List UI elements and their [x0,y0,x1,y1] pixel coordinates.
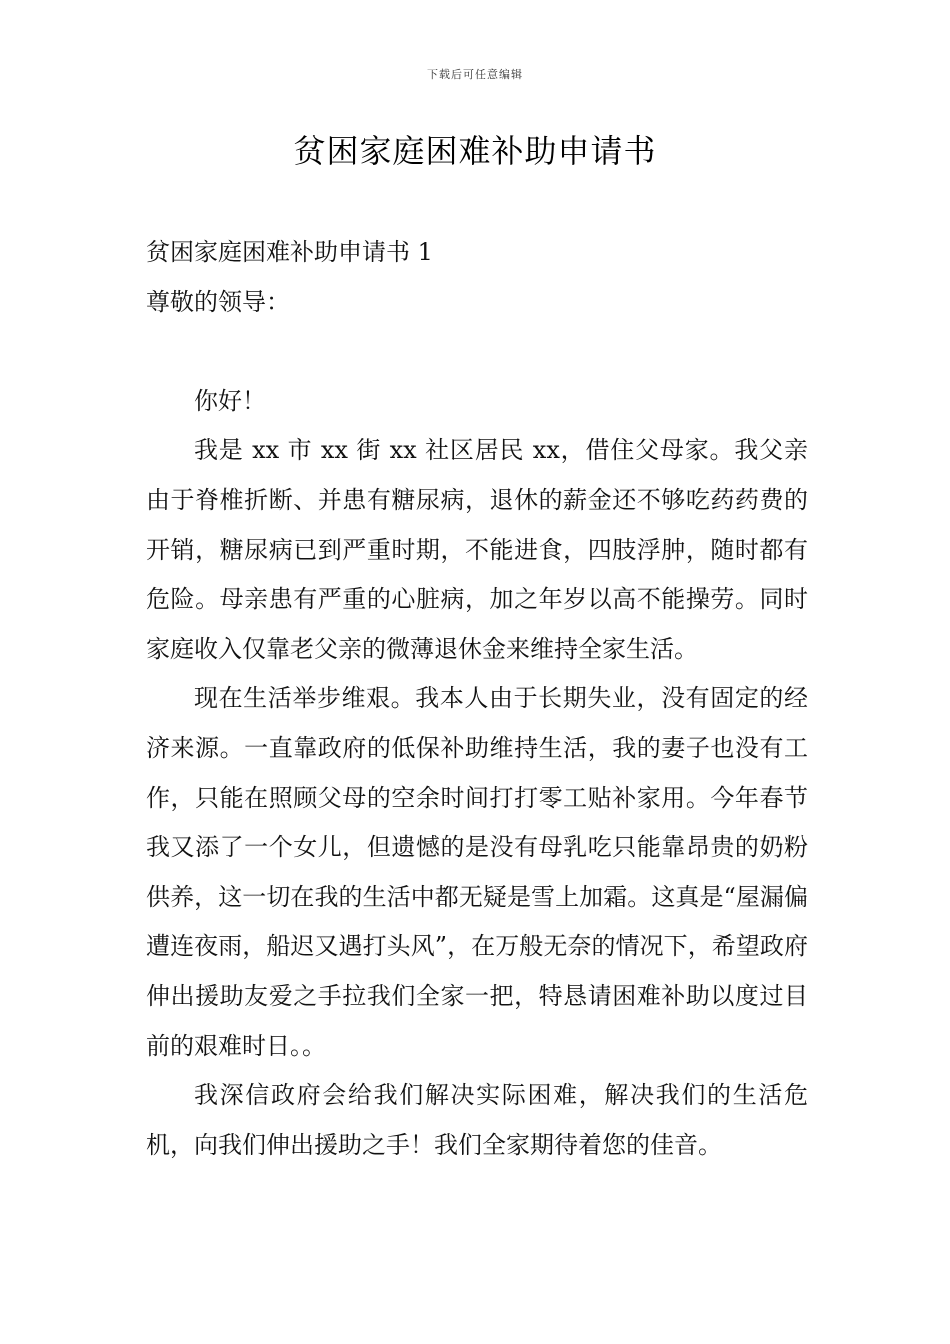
paragraph-hardship: 现在生活举步维艰。我本人由于长期失业，没有固定的经济来源。一直靠政府的低保补助维持生活，我的妻子也没有工作，只能在照顾父母的空余时间打打零工贴补家用。今年春节我又添了一个女儿，但遗憾的是没有母乳吃只能靠昂贵的奶粉供养，这一切在我的生活中都无疑是雪上加霜。这真是“屋漏偏遭连夜雨，船迟又遇打头风”，在万般无奈的情况下，希望政府伸出援助友爱之手拉我们全家一把，特恳请困难补助以度过目前的艰难时日。。 [146,684,808,1060]
header-note: 下载后可任意编辑 [427,68,523,81]
paragraph-closing: 我深信政府会给我们解决实际困难，解决我们的生活危机，向我们伸出援助之手！我们全家期待着您的佳音。 [146,1081,808,1159]
section-subtitle: 贫困家庭困难补助申请书 1 [146,238,433,266]
paragraph-greeting: 你好！ [194,386,266,415]
paragraph-family-situation: 我是 xx 市 xx 街 xx 社区居民 xx，借住父母家。我父亲由于脊椎折断、并患有糖尿病，退休的薪金还不够吃药药费的开销，糖尿病已到严重时期，不能进食，四肢浮肿，随时都有危险。母亲患有严重的心脏病，加之年岁以高不能操劳。同时家庭收入仅靠老父亲的微薄退休金来维持全家生活。 [146,436,808,663]
document-title: 贫困家庭困难补助申请书 [293,132,657,170]
document-body [146,228,808,1170]
salutation: 尊敬的领导： [146,287,290,316]
